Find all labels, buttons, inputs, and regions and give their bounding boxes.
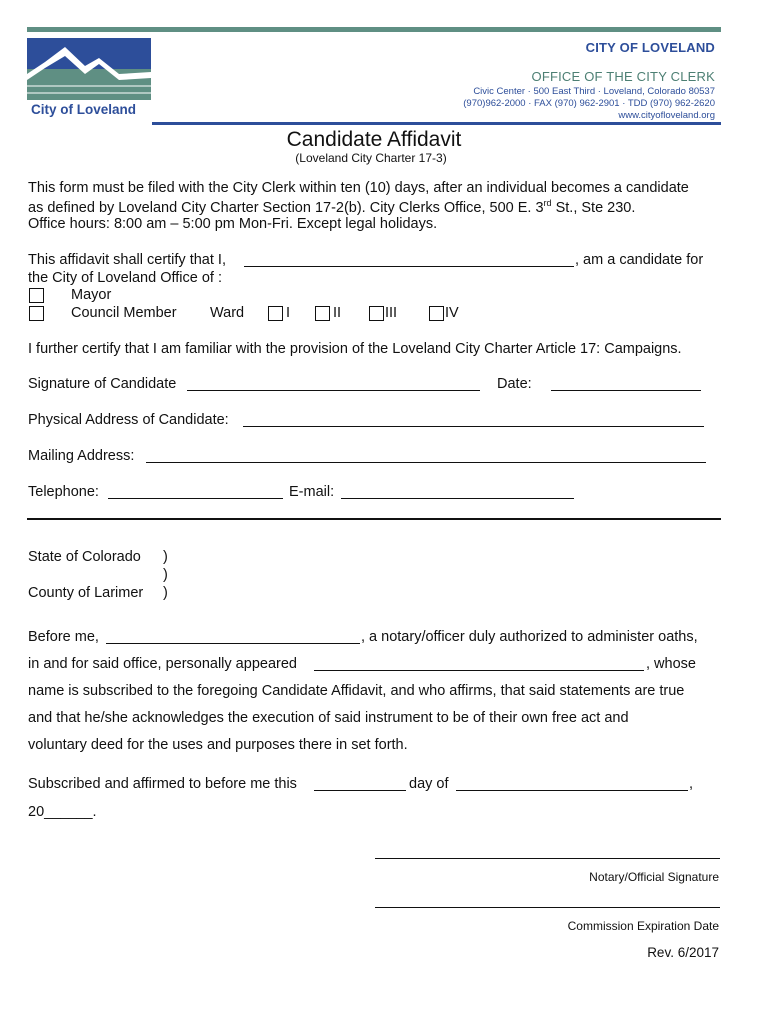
commission-expiration-line[interactable] [375,907,720,908]
before-me-suffix: , a notary/officer duly authorized to administer oaths, [361,629,698,645]
office-of-label: the City of Loveland Office of : [28,270,222,286]
certify-label: This affidavit shall certify that I, [28,252,226,268]
mayor-checkbox[interactable] [29,288,44,303]
revision-label: Rev. 6/2017 [647,945,719,960]
familiar-statement: I further certify that I am familiar with the provision of the Loveland City Charter Article 17: Campaigns. [28,341,682,357]
mailing-address-field[interactable] [146,462,706,463]
intro-line-2-text: as defined by Loveland City Charter Section 17-2(b). City Clerks Office, 500 E. 3 [28,199,544,216]
intro-line-1: This form must be filed with the City Clerk within ten (10) days, after an individual becomes a candidate [28,180,689,196]
ward-3-label: III [385,305,398,321]
ward-1-checkbox[interactable] [268,306,283,321]
paren-3: ) [163,585,168,601]
notary-text-line-3: name is subscribed to the foregoing Candidate Affidavit, and who affirms, that said statements are true [28,683,685,699]
date-label: Date: [497,376,532,392]
intro-line-2 [28,198,635,216]
ward-2-label: II [333,305,342,321]
subscribed-comma: , [689,776,694,792]
month-field[interactable] [456,790,688,791]
physical-address-label: Physical Address of Candidate: [28,412,229,428]
state-label: State of Colorado [28,549,141,565]
year-field[interactable]: 20______. [28,804,97,820]
candidate-name-field[interactable] [244,266,574,267]
ward-1-label: I [286,305,291,321]
subscribed-label: Subscribed and affirmed to before me this [28,776,297,792]
notary-text-line-4: and that he/she acknowledges the execution of said instrument to be of their own free act and [28,710,629,726]
before-me-label: Before me, [28,629,99,645]
city-name: CITY OF LOVELAND [585,40,715,55]
ward-label: Ward [210,305,245,321]
intro-line-2-suffix: St., Ste 230. [551,199,636,216]
paren-2: ) [163,567,168,583]
superscript-rd: rd [543,198,552,208]
mailing-address-label: Mailing Address: [28,448,135,464]
email-label: E-mail: [289,484,335,500]
ward-4-label: IV [445,305,459,321]
appeared-suffix: , whose [646,656,696,672]
telephone-label: Telephone: [28,484,99,500]
ward-2-checkbox[interactable] [315,306,330,321]
logo-wordmark: City of Loveland [31,102,137,117]
notary-name-field[interactable] [106,643,360,644]
ward-4-checkbox[interactable] [429,306,444,321]
council-member-label: Council Member [71,305,177,321]
office-website[interactable]: www.cityofloveland.org [618,110,715,121]
city-logo [27,38,152,120]
appeared-label: in and for said office, personally appeared [28,656,297,672]
page-subtitle: (Loveland City Charter 17-3) [295,151,447,165]
office-name: OFFICE OF THE CITY CLERK [531,69,715,84]
office-phone: (970)962-2000 · FAX (970) 962-2901 · TDD (970) 962-2620 [463,98,715,109]
appeared-name-field[interactable] [314,670,644,671]
signature-field[interactable] [187,390,480,391]
header-bottom-rule [152,122,721,125]
notary-signature-label: Notary/Official Signature [589,870,719,884]
notary-signature-line[interactable] [375,858,720,859]
telephone-field[interactable] [108,498,283,499]
commission-expiration-label: Commission Expiration Date [567,919,719,933]
paren-1: ) [163,549,168,565]
notary-text-line-5: voluntary deed for the uses and purposes there in set forth. [28,737,408,753]
certify-suffix: , am a candidate for [575,252,704,268]
header-top-rule [27,27,721,32]
signature-label: Signature of Candidate [28,376,177,392]
day-of-label: day of [409,776,449,792]
section-divider [27,518,721,520]
office-hours: Office hours: 8:00 am – 5:00 pm Mon-Fri. Except legal holidays. [28,216,438,232]
physical-address-field[interactable] [243,426,704,427]
date-field[interactable] [551,390,701,391]
council-member-checkbox[interactable] [29,306,44,321]
mountain-logo-icon [27,38,152,100]
county-label: County of Larimer [28,585,144,601]
day-field[interactable] [314,790,406,791]
mayor-label: Mayor [71,287,112,303]
page-title: Candidate Affidavit [286,128,462,151]
office-address: Civic Center · 500 East Third · Loveland, Colorado 80537 [473,86,715,97]
ward-3-checkbox[interactable] [369,306,384,321]
email-field[interactable] [341,498,574,499]
